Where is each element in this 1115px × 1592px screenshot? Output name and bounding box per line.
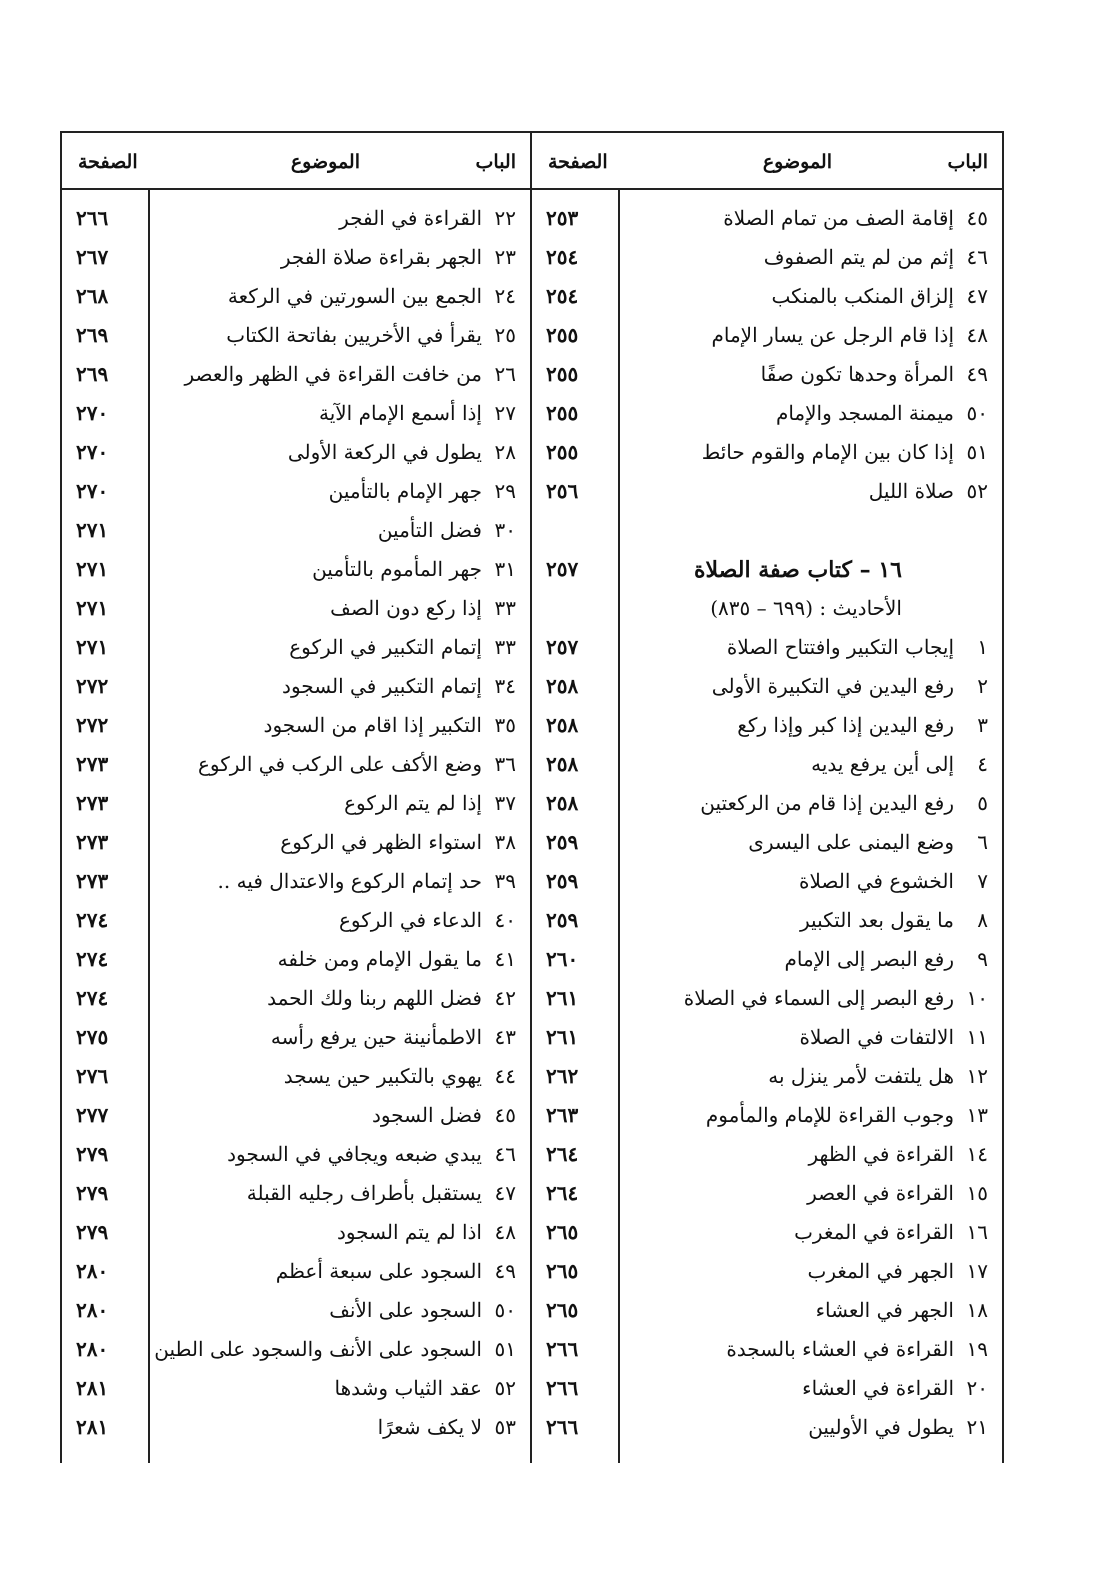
- list-item: [532, 401, 1002, 440]
- page-number: ٢٨١: [76, 1376, 109, 1400]
- chapter-title: إذا كان بين الإمام والقوم حائط: [701, 440, 954, 464]
- list-item: [62, 596, 530, 635]
- list-item: [62, 1142, 530, 1181]
- chapter-number: ١٣: [966, 1103, 988, 1127]
- chapter-title: لا يكف شعرًا: [377, 1415, 482, 1439]
- page-number: ٢٧٣: [76, 830, 109, 854]
- page-number: ٢٥٧: [546, 557, 579, 581]
- list-item: [532, 1259, 1002, 1298]
- chapter-title: الجمع بين السورتين في الركعة: [227, 284, 482, 308]
- chapter-title: الجهر في المغرب: [807, 1259, 954, 1283]
- chapter-number: ١٨: [966, 1298, 988, 1322]
- page-number: ٢٧٦: [76, 1064, 109, 1088]
- chapter-title: إذا أسمع الإمام الآية: [318, 401, 482, 425]
- chapter-number: ٢٣: [494, 245, 516, 269]
- chapter-number: ٥١: [494, 1337, 516, 1361]
- chapter-number: ٤٠: [494, 908, 516, 932]
- list-item: [62, 1337, 530, 1376]
- chapter-number: ٣٣: [494, 635, 516, 659]
- list-item: [62, 518, 530, 557]
- chapter-title: السجود على الأنف: [329, 1298, 482, 1322]
- right-header: [532, 133, 1002, 190]
- chapter-title: من خافت القراءة في الظهر والعصر: [184, 362, 482, 386]
- chapter-number: ١٢: [966, 1064, 988, 1088]
- chapter-number: ١: [977, 635, 988, 659]
- page-number: ٢٥٩: [546, 830, 579, 854]
- chapter-title: يهوي بالتكبير حين يسجد: [283, 1064, 482, 1088]
- chapter-number: ٢: [977, 674, 988, 698]
- chapter-title: فضل اللهم ربنا ولك الحمد: [267, 986, 482, 1010]
- list-item: [62, 362, 530, 401]
- chapter-number: ٤٧: [966, 284, 988, 308]
- chapter-title: رفع اليدين إذا قام من الركعتين: [700, 791, 954, 815]
- chapter-title: إتمام التكبير في الركوع: [289, 635, 482, 659]
- chapter-title: صلاة الليل: [868, 479, 954, 503]
- page-number: ٢٦٦: [546, 1337, 579, 1361]
- list-item: [532, 869, 1002, 908]
- list-item: [532, 479, 1002, 518]
- chapter-title: ميمنة المسجد والإمام: [775, 401, 954, 425]
- page-number: ٢٦١: [546, 1025, 579, 1049]
- chapter-number: ٥: [977, 791, 988, 815]
- list-item: [532, 1142, 1002, 1181]
- page-number: ٢٦٦: [546, 1376, 579, 1400]
- page-number: ٢٧١: [76, 635, 109, 659]
- list-item: [532, 1220, 1002, 1259]
- page-number: ٢٦٦: [76, 206, 109, 230]
- chapter-number: ٤٢: [494, 986, 516, 1010]
- header-bab: الباب: [947, 151, 988, 173]
- page-column-divider: [148, 188, 150, 1463]
- chapter-title: إلزاق المنكب بالمنكب: [771, 284, 954, 308]
- page-number: ٢٦٨: [76, 284, 109, 308]
- list-item: [532, 986, 1002, 1025]
- page-number: ٢٦٩: [76, 323, 109, 347]
- list-item: [62, 947, 530, 986]
- page-number: ٢٨١: [76, 1415, 109, 1439]
- index-table: [60, 131, 1004, 1463]
- list-item: [532, 284, 1002, 323]
- chapter-number: ٨: [977, 908, 988, 932]
- chapter-number: ٥٠: [494, 1298, 516, 1322]
- chapter-number: ١٤: [966, 1142, 988, 1166]
- list-item: [532, 557, 1002, 596]
- chapter-title: رفع اليدين في التكبيرة الأولى: [711, 674, 954, 698]
- page-number: ٢٧٩: [76, 1142, 109, 1166]
- chapter-title: رفع البصر إلى الإمام: [784, 947, 954, 971]
- chapter-title: القراءة في العصر: [807, 1181, 954, 1205]
- page-number: ٢٧٢: [76, 713, 109, 737]
- list-item: [532, 1064, 1002, 1103]
- chapter-title: الالتفات في الصلاة: [799, 1025, 954, 1049]
- chapter-number: ٥٣: [494, 1415, 516, 1439]
- list-item: [62, 908, 530, 947]
- page-number: ٢٧١: [76, 596, 109, 620]
- chapter-number: ٥٢: [966, 479, 988, 503]
- list-item: [62, 830, 530, 869]
- chapter-number: ٤٩: [966, 362, 988, 386]
- chapter-title: وضع الأكف على الركب في الركوع: [197, 752, 482, 776]
- chapter-number: ١٩: [966, 1337, 988, 1361]
- chapter-number: ٩: [977, 947, 988, 971]
- chapter-title: هل يلتفت لأمر ينزل به: [768, 1064, 954, 1088]
- page-number: ٢٧٣: [76, 752, 109, 776]
- list-item: [62, 1220, 530, 1259]
- header-page: الصفحة: [548, 151, 608, 173]
- list-item: [532, 1298, 1002, 1337]
- chapter-title: إقامة الصف من تمام الصلاة: [723, 206, 954, 230]
- page-number: ٢٧٧: [76, 1103, 109, 1127]
- chapter-title: إلى أين يرفع يديه: [811, 752, 954, 776]
- list-item: [62, 557, 530, 596]
- left-column: [62, 133, 532, 1463]
- chapter-title: ١٦ – كتاب صفة الصلاة: [694, 557, 902, 583]
- chapter-title: رفع البصر إلى السماء في الصلاة: [683, 986, 954, 1010]
- list-item: [62, 1376, 530, 1415]
- chapter-number: ٤٦: [494, 1142, 516, 1166]
- page-number: ٢٥٥: [546, 440, 579, 464]
- page-number: ٢٥٨: [546, 791, 579, 815]
- list-item: [62, 1025, 530, 1064]
- page-number: ٢٦٥: [546, 1220, 579, 1244]
- chapter-title: القراءة في العشاء بالسجدة: [726, 1337, 954, 1361]
- header-mawdu: الموضوع: [762, 151, 832, 173]
- chapter-title: إذا ركع دون الصف: [330, 596, 482, 620]
- chapter-number: ٢٢: [494, 206, 516, 230]
- page-number: ٢٥٤: [546, 284, 579, 308]
- list-item: [62, 206, 530, 245]
- chapter-number: ٣٦: [494, 752, 516, 776]
- chapter-number: ٣٨: [494, 830, 516, 854]
- chapter-number: ٣٣: [494, 596, 516, 620]
- page-number: ٢٧٩: [76, 1181, 109, 1205]
- chapter-title: القراءة في الفجر: [339, 206, 482, 230]
- page-number: ٢٥٥: [546, 323, 579, 347]
- page-number: ٢٥٣: [546, 206, 579, 230]
- chapter-number: ٣٥: [494, 713, 516, 737]
- list-item: [532, 206, 1002, 245]
- list-item: [62, 713, 530, 752]
- chapter-title: الأحاديث : (٦٩٩ – ٨٣٥): [710, 596, 902, 620]
- page-number: ٢٦٥: [546, 1298, 579, 1322]
- page-number: ٢٥٥: [546, 401, 579, 425]
- page-number: ٢٧١: [76, 518, 109, 542]
- chapter-number: ٤٨: [494, 1220, 516, 1244]
- list-item: [62, 1064, 530, 1103]
- chapter-title: السجود على سبعة أعظم: [275, 1259, 482, 1283]
- chapter-title: الجهر في العشاء: [815, 1298, 954, 1322]
- chapter-title: فضل السجود: [371, 1103, 482, 1127]
- list-item: [532, 674, 1002, 713]
- chapter-number: ٤٩: [494, 1259, 516, 1283]
- chapter-title: رفع اليدين إذا كبر وإذا ركع: [737, 713, 954, 737]
- header-mawdu: الموضوع: [290, 151, 360, 173]
- list-item: [62, 284, 530, 323]
- chapter-title: القراءة في المغرب: [794, 1220, 954, 1244]
- list-item: [532, 1025, 1002, 1064]
- page-number: ٢٨٠: [76, 1337, 109, 1361]
- chapter-title: السجود على الأنف والسجود على الطين: [154, 1337, 482, 1361]
- chapter-number: ٣٩: [494, 869, 516, 893]
- chapter-number: ٦: [977, 830, 988, 854]
- chapter-title: وجوب القراءة للإمام والمأموم: [705, 1103, 954, 1127]
- chapter-title: ما يقول الإمام ومن خلفه: [277, 947, 482, 971]
- page-number: ٢٦٤: [546, 1181, 579, 1205]
- chapter-number: ٣٤: [494, 674, 516, 698]
- list-item: [532, 518, 1002, 557]
- page-number: ٢٦٥: [546, 1259, 579, 1283]
- chapter-title: القراءة في الظهر: [808, 1142, 954, 1166]
- chapter-number: ٢٤: [494, 284, 516, 308]
- chapter-number: ٢١: [966, 1415, 988, 1439]
- chapter-title: القراءة في العشاء: [802, 1376, 954, 1400]
- header-bab: الباب: [475, 151, 516, 173]
- left-rows: [62, 206, 530, 1454]
- chapter-number: ١٥: [966, 1181, 988, 1205]
- list-item: [62, 635, 530, 674]
- chapter-number: ٥٠: [966, 401, 988, 425]
- page-number: ٢٦٣: [546, 1103, 579, 1127]
- page-number: ٢٦٩: [76, 362, 109, 386]
- list-item: [532, 1337, 1002, 1376]
- header-page: الصفحة: [78, 151, 138, 173]
- page-number: ٢٥٨: [546, 752, 579, 776]
- chapter-title: الدعاء في الركوع: [339, 908, 482, 932]
- list-item: [62, 1298, 530, 1337]
- list-item: [532, 1103, 1002, 1142]
- chapter-number: ٤٨: [966, 323, 988, 347]
- list-item: [62, 986, 530, 1025]
- chapter-title: الخشوع في الصلاة: [798, 869, 954, 893]
- page-number: ٢٥٦: [546, 479, 579, 503]
- chapter-title: إيجاب التكبير وافتتاح الصلاة: [726, 635, 954, 659]
- chapter-number: ١٦: [966, 1220, 988, 1244]
- page-number: ٢٧٠: [76, 440, 109, 464]
- list-item: [62, 791, 530, 830]
- page-number: ٢٥٩: [546, 908, 579, 932]
- page-number: ٢٧٥: [76, 1025, 109, 1049]
- chapter-title: يطول في الأوليين: [808, 1415, 954, 1439]
- list-item: [62, 479, 530, 518]
- page-number: ٢٧١: [76, 557, 109, 581]
- chapter-title: إتمام التكبير في السجود: [282, 674, 482, 698]
- page-number: ٢٥٨: [546, 713, 579, 737]
- list-item: [532, 635, 1002, 674]
- chapter-title: يطول في الركعة الأولى: [287, 440, 482, 464]
- list-item: [532, 362, 1002, 401]
- list-item: [532, 440, 1002, 479]
- page-number: ٢٧٢: [76, 674, 109, 698]
- page-number: ٢٦١: [546, 986, 579, 1010]
- chapter-title: يبدي ضبعه ويجافي في السجود: [227, 1142, 482, 1166]
- list-item: [532, 245, 1002, 284]
- list-item: [532, 752, 1002, 791]
- chapter-number: ٤: [977, 752, 988, 776]
- chapter-title: حد إتمام الركوع والاعتدال فيه ..: [217, 869, 482, 893]
- chapter-title: يستقبل بأطراف رجليه القبلة: [246, 1181, 482, 1205]
- chapter-number: ٤٧: [494, 1181, 516, 1205]
- chapter-number: ٥٢: [494, 1376, 516, 1400]
- chapter-number: ٤٣: [494, 1025, 516, 1049]
- chapter-number: ٢٩: [494, 479, 516, 503]
- list-item: [62, 323, 530, 362]
- page-number: ٢٧٣: [76, 791, 109, 815]
- list-item: [62, 752, 530, 791]
- chapter-title: المرأة وحدها تكون صفًا: [760, 362, 954, 386]
- chapter-title: إذا قام الرجل عن يسار الإمام: [711, 323, 954, 347]
- list-item: [62, 1103, 530, 1142]
- right-column: [532, 133, 1002, 1463]
- page-number: ٢٥٧: [546, 635, 579, 659]
- page-number: ٢٨٠: [76, 1298, 109, 1322]
- chapter-title: يقرأ في الأخريين بفاتحة الكتاب: [226, 323, 482, 347]
- list-item: [532, 1376, 1002, 1415]
- page-number: ٢٨٠: [76, 1259, 109, 1283]
- page-number: ٢٦٠: [546, 947, 579, 971]
- page-number: ٢٧٤: [76, 947, 109, 971]
- list-item: [62, 1259, 530, 1298]
- chapter-number: ٢٥: [494, 323, 516, 347]
- chapter-title: اذا لم يتم السجود: [336, 1220, 482, 1244]
- page-number: ٢٥٨: [546, 674, 579, 698]
- right-rows: [532, 206, 1002, 1454]
- page-number: ٢٦٤: [546, 1142, 579, 1166]
- chapter-number: ٣٠: [494, 518, 516, 542]
- list-item: [532, 791, 1002, 830]
- chapter-title: التكبير إذا اقام من السجود: [263, 713, 482, 737]
- chapter-number: ٣: [977, 713, 988, 737]
- chapter-number: ٢٨: [494, 440, 516, 464]
- chapter-title: جهر المأموم بالتأمين: [312, 557, 482, 581]
- list-item: [532, 1415, 1002, 1454]
- left-header: [62, 133, 530, 190]
- page-number: ٢٦٧: [76, 245, 109, 269]
- page-number: ٢٧٩: [76, 1220, 109, 1244]
- list-item: [62, 245, 530, 284]
- list-item: [532, 596, 1002, 635]
- chapter-title: جهر الإمام بالتأمين: [328, 479, 482, 503]
- page-number: ٢٧٠: [76, 401, 109, 425]
- list-item: [532, 908, 1002, 947]
- page-number: ٢٥٤: [546, 245, 579, 269]
- list-item: [62, 1181, 530, 1220]
- page-number: ٢٧٤: [76, 986, 109, 1010]
- chapter-number: ٧: [977, 869, 988, 893]
- list-item: [62, 1415, 530, 1454]
- list-item: [532, 947, 1002, 986]
- chapter-number: ٢٦: [494, 362, 516, 386]
- page-number: ٢٧٣: [76, 869, 109, 893]
- chapter-number: ١٠: [966, 986, 988, 1010]
- chapter-title: فضل التأمين: [377, 518, 482, 542]
- list-item: [62, 674, 530, 713]
- page-number: ٢٦٦: [546, 1415, 579, 1439]
- list-item: [532, 1181, 1002, 1220]
- page-number: ٢٧٠: [76, 479, 109, 503]
- chapter-number: ٤٥: [966, 206, 988, 230]
- list-item: [532, 713, 1002, 752]
- chapter-number: ٢٠: [966, 1376, 988, 1400]
- chapter-title: الاطمأنينة حين يرفع رأسه: [270, 1025, 482, 1049]
- chapter-number: ٥١: [966, 440, 988, 464]
- chapter-title: ما يقول بعد التكبير: [800, 908, 954, 932]
- chapter-number: ٢٧: [494, 401, 516, 425]
- list-item: [532, 830, 1002, 869]
- chapter-title: إذا لم يتم الركوع: [344, 791, 482, 815]
- chapter-number: ٤٥: [494, 1103, 516, 1127]
- chapter-title: إثم من لم يتم الصفوف: [763, 245, 954, 269]
- page-number: ٢٦٢: [546, 1064, 579, 1088]
- page-number: ٢٧٤: [76, 908, 109, 932]
- page-number: ٢٥٥: [546, 362, 579, 386]
- list-item: [62, 869, 530, 908]
- chapter-number: ٣١: [494, 557, 516, 581]
- chapter-number: ٤٦: [966, 245, 988, 269]
- chapter-title: عقد الثياب وشدها: [334, 1376, 482, 1400]
- chapter-number: ٤٤: [494, 1064, 516, 1088]
- chapter-title: وضع اليمنى على اليسرى: [748, 830, 954, 854]
- list-item: [62, 401, 530, 440]
- list-item: [62, 440, 530, 479]
- chapter-number: ٣٧: [494, 791, 516, 815]
- chapter-number: ٤١: [494, 947, 516, 971]
- chapter-title: استواء الظهر في الركوع: [280, 830, 482, 854]
- chapter-title: الجهر بقراءة صلاة الفجر: [280, 245, 482, 269]
- page-number: ٢٥٩: [546, 869, 579, 893]
- chapter-number: ١٧: [966, 1259, 988, 1283]
- chapter-number: ١١: [966, 1025, 988, 1049]
- list-item: [532, 323, 1002, 362]
